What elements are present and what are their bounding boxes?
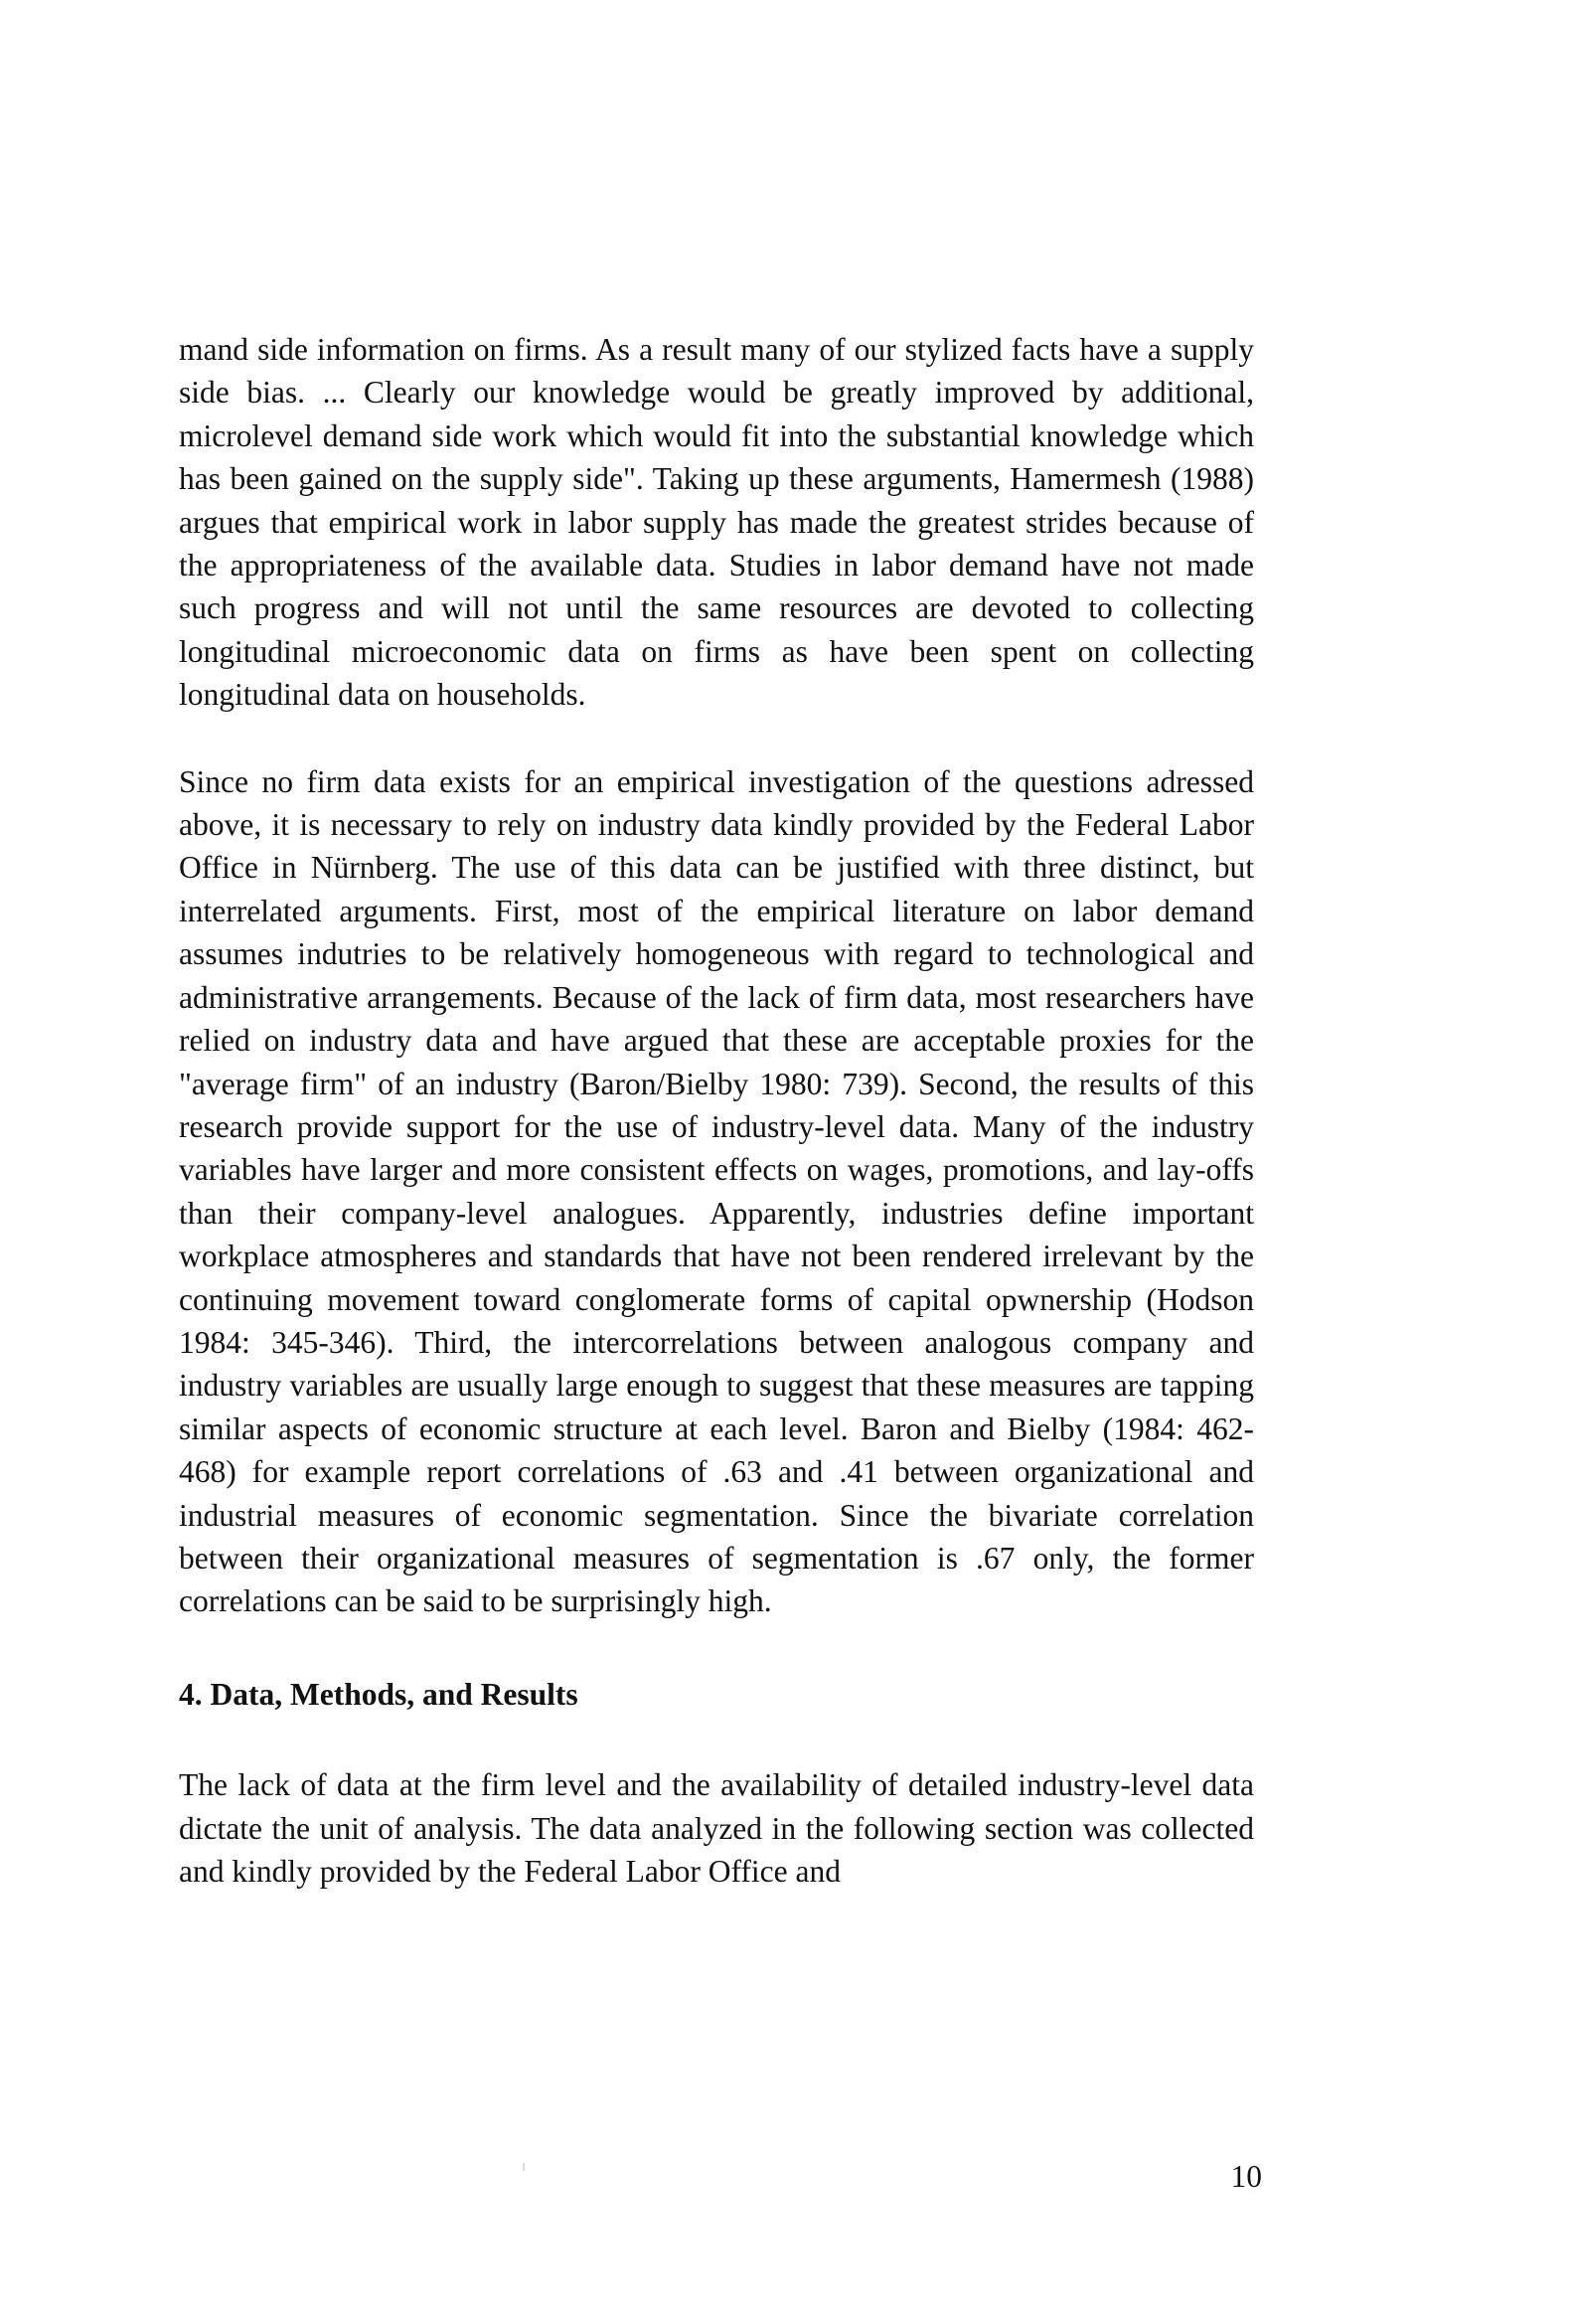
section-heading: 4. Data, Methods, and Results (179, 1676, 578, 1712)
paragraph-labor-demand-data: mand side information on firms. As a result many of our stylized facts have a supply side bias. ... Clearly our knowledge would be greatly improved by additional, microlevel demand side work which would fit into the substantial knowledge which has been gained on the supply side". Taking up these arguments, Hamermesh (1988) argues that empirical work in labor supply has made the greatest strides because of the appropriateness of the available data. Studies in labor demand have not made such progress and will not until the same resources are devoted to collecting longitudinal microeconomic data on firms as have been spent on collecting longitudinal data on households. (179, 332, 1254, 713)
paragraph-section-intro: The lack of data at the firm level and the availability of detailed industry-level data dictate the unit of analysis. The data analyzed in the following section was collected and kindly provided by the Federal Labor Office and (179, 1767, 1254, 1889)
page-body (179, 328, 1254, 1893)
scan-speck (523, 2163, 525, 2171)
paragraph-industry-data-justification: Since no firm data exists for an empirical investigation of the questions adressed above, it is necessary to rely on industry data kindly provided by the Federal Labor Office in Nürnberg. The use of this data can be justified with three distinct, but interrelated arguments. First, most of the empirical literature on labor demand assumes indutries to be relatively homogeneous with regard to technological and administrative arrangements. Because of the lack of firm data, most researchers have relied on industry data and have argued that these are acceptable proxies for the "average firm" of an industry (Baron/Bielby 1980: 739). Second, the results of this research provide support for the use of industry-level data. Many of the industry variables have larger and more consistent effects on wages, promotions, and lay-offs than their company-level analogues. Apparently, industries define important workplace atmospheres and standards that have not been rendered irrelevant by the continuing movement toward conglomerate forms of capital opwnership (Hodson 1984: 345-346). Third, the intercorrelations between analogous company and industry variables are usually large enough to suggest that these measures are tapping similar aspects of economic structure at each level. Baron and Bielby (1984: 462-468) for example report correlations of .63 and .41 between organizational and industrial measures of economic segmentation. Since the bivariate correlation between their organizational measures of segmentation is .67 only, the former correlations can be said to be surprisingly high. (179, 763, 1254, 1619)
page-number: 10 (1230, 2159, 1262, 2194)
